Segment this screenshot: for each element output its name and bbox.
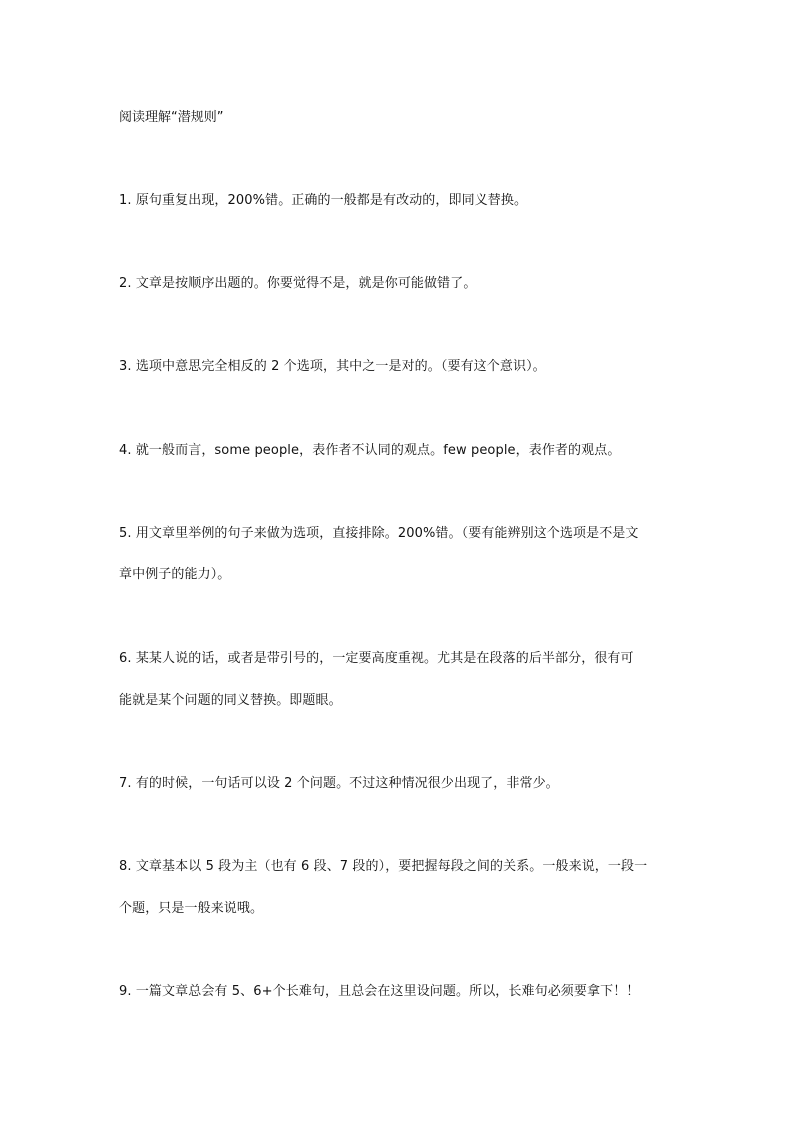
rule-6-line-2: 能就是某个问题的同义替换。即题眼。 — [119, 693, 342, 708]
rule-8-line-2: 个题，只是一般来说哦。 — [119, 901, 264, 916]
rule-8-line-1: 8. 文章基本以 5 段为主（也有 6 段、7 段的），要把握每段之间的关系。一般来说，一段一 — [119, 859, 648, 874]
rule-7: 7. 有的时候，一句话可以设 2 个问题。不过这种情况很少出现了，非常少。 — [119, 776, 559, 791]
rule-5-line-2: 章中例子的能力）。 — [119, 567, 231, 582]
rule-4: 4. 就一般而言，some people，表作者不认同的观点。few people，表作者的观点。 — [119, 443, 621, 458]
rule-6-line-1: 6. 某某人说的话，或者是带引号的，一定要高度重视。尤其是在段落的后半部分，很有可 — [119, 651, 634, 666]
rule-3: 3. 选项中意思完全相反的 2 个选项，其中之一是对的。（要有这个意识）。 — [119, 359, 546, 374]
rule-5-line-1: 5. 用文章里举例的句子来做为选项，直接排除。200%错。（要有能辨别这个选项是不是文 — [119, 526, 639, 541]
rule-1: 1. 原句重复出现，200%错。正确的一般都是有改动的，即同义替换。 — [119, 193, 528, 208]
document-title: 阅读理解“潜规则” — [119, 110, 224, 125]
rule-2: 2. 文章是按顺序出题的。你要觉得不是，就是你可能做错了。 — [119, 276, 477, 291]
rule-9: 9. 一篇文章总会有 5、6+个长难句，且总会在这里设问题。所以，长难句必须要拿下！！ — [119, 984, 640, 999]
